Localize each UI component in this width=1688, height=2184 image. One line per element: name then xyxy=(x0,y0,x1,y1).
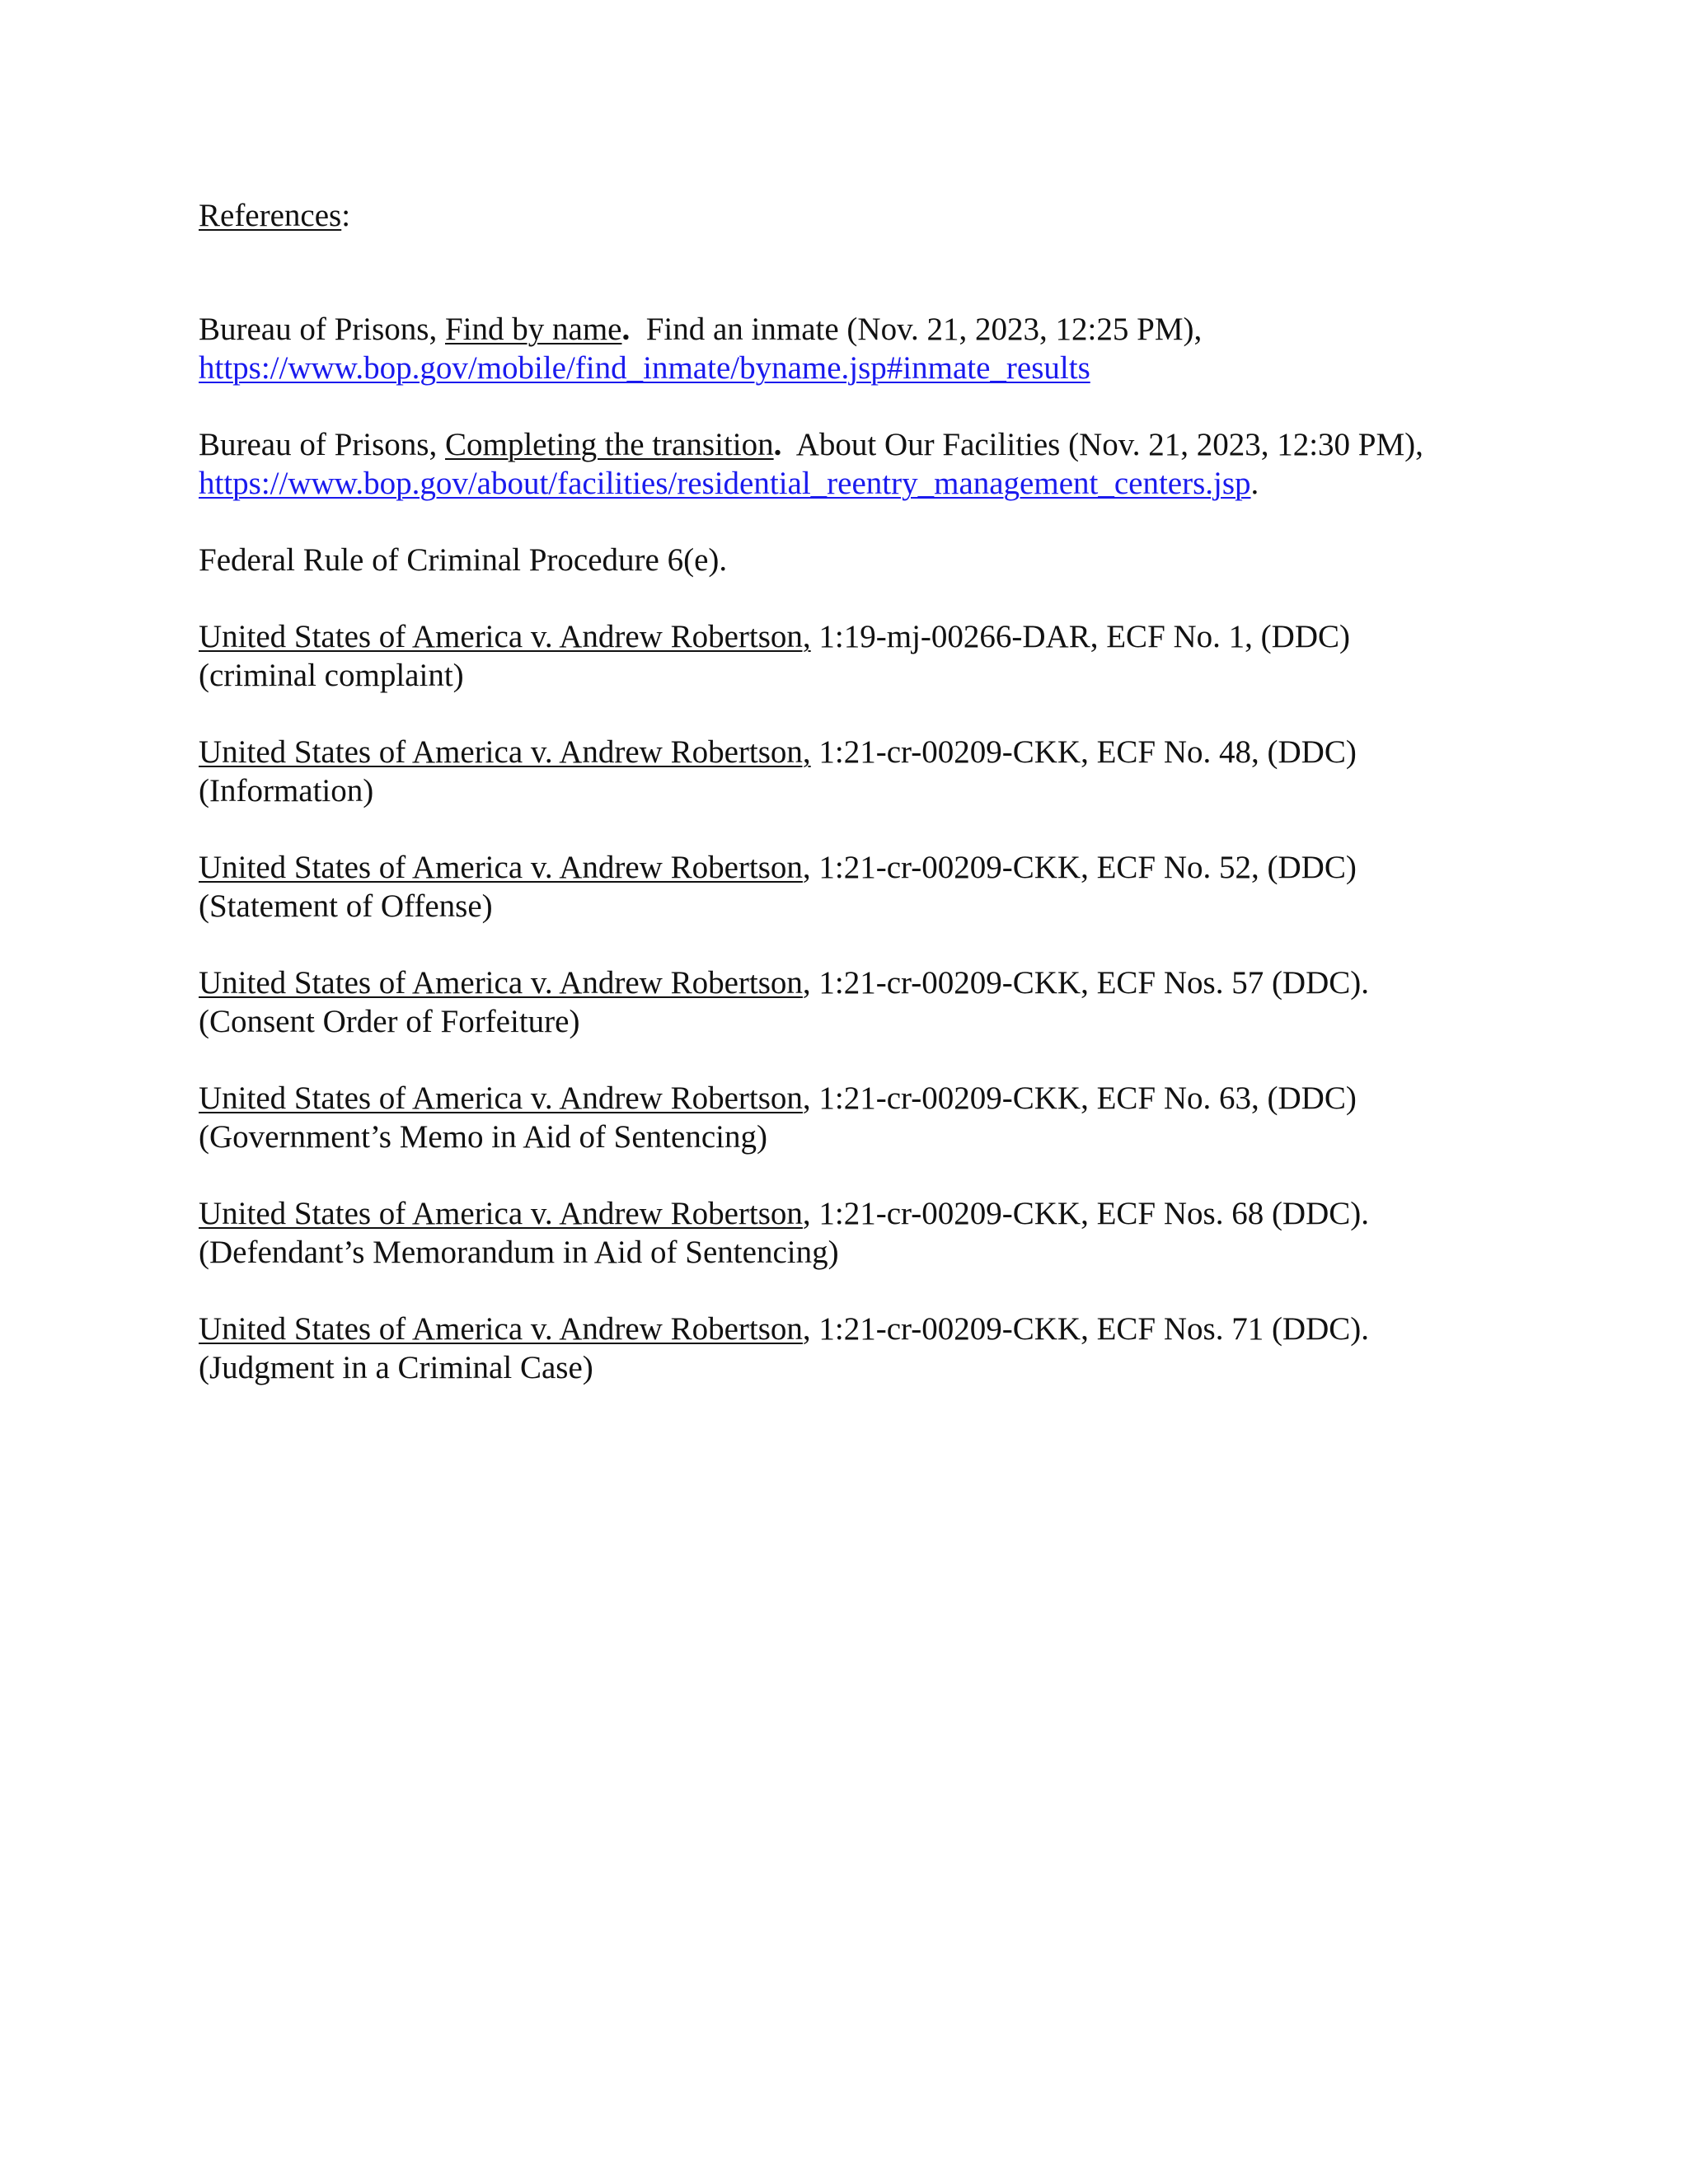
reference-rule-text: Federal Rule of Criminal Procedure 6(e). xyxy=(199,542,728,578)
reference-url-link[interactable]: https://www.bop.gov/mobile/find_inmate/byname.jsp#inmate_results xyxy=(199,350,1090,386)
reference-case-5 xyxy=(199,1194,1550,1272)
case-citation: , 1:21-cr-00209-CKK, ECF No. 52, (DDC) xyxy=(802,850,1357,885)
references-section xyxy=(199,196,1550,1425)
case-note: (Government’s Memo in Aid of Sentencing) xyxy=(199,1119,767,1155)
reference-prefix: Bureau of Prisons, xyxy=(199,427,445,462)
reference-rest: Find an inmate (Nov. 21, 2023, 12:25 PM), xyxy=(630,312,1203,347)
case-caption: United States of America v. Andrew Robertson xyxy=(199,1196,803,1231)
case-note: (criminal complaint) xyxy=(199,658,464,693)
reference-title-punct: . xyxy=(621,312,631,347)
reference-title-punct: . xyxy=(773,427,782,462)
case-note: (Defendant’s Memorandum in Aid of Sentencing) xyxy=(199,1235,839,1270)
reference-url-suffix: . xyxy=(1250,466,1259,501)
reference-case-3 xyxy=(199,963,1550,1041)
reference-title: Find by name xyxy=(444,312,622,347)
reference-title: Completing the transition xyxy=(444,427,774,462)
references-heading-suffix: : xyxy=(341,198,351,233)
reference-bop-find-by-name xyxy=(199,310,1550,387)
references-heading-text: References xyxy=(199,198,342,233)
case-note: (Consent Order of Forfeiture) xyxy=(199,1004,580,1039)
case-citation: , 1:21-cr-00209-CKK, ECF Nos. 57 (DDC). xyxy=(802,965,1370,1001)
reference-case-2 xyxy=(199,848,1550,926)
reference-federal-rule xyxy=(199,541,1550,579)
reference-list xyxy=(199,310,1550,1387)
reference-prefix: Bureau of Prisons, xyxy=(199,312,445,347)
reference-case-4 xyxy=(199,1079,1550,1156)
reference-bop-completing-transition xyxy=(199,425,1550,503)
case-caption: United States of America v. Andrew Robertson xyxy=(199,1311,803,1347)
references-heading xyxy=(199,196,1550,235)
case-citation: , 1:21-cr-00209-CKK, ECF No. 63, (DDC) xyxy=(802,1080,1357,1116)
case-citation: , 1:21-cr-00209-CKK, ECF Nos. 68 (DDC). xyxy=(802,1196,1370,1231)
case-citation: 1:19-mj-00266-DAR, ECF No. 1, (DDC) xyxy=(810,619,1350,654)
case-caption: United States of America v. Andrew Robertson xyxy=(199,850,803,885)
case-citation: 1:21-cr-00209-CKK, ECF No. 48, (DDC) xyxy=(810,734,1357,770)
reference-case-6 xyxy=(199,1310,1550,1387)
case-caption: United States of America v. Andrew Robertson xyxy=(199,1080,803,1116)
case-note: (Judgment in a Criminal Case) xyxy=(199,1350,593,1385)
reference-url-link[interactable]: https://www.bop.gov/about/facilities/residential_reentry_management_centers.jsp xyxy=(199,466,1251,501)
reference-rest: About Our Facilities (Nov. 21, 2023, 12:30 PM), xyxy=(781,427,1423,462)
case-citation: , 1:21-cr-00209-CKK, ECF Nos. 71 (DDC). xyxy=(802,1311,1370,1347)
case-caption: United States of America v. Andrew Robertson, xyxy=(199,734,811,770)
reference-case-0 xyxy=(199,617,1550,695)
case-caption: United States of America v. Andrew Robertson, xyxy=(199,619,811,654)
case-note: (Statement of Offense) xyxy=(199,888,493,924)
case-note: (Information) xyxy=(199,773,374,808)
case-caption: United States of America v. Andrew Robertson xyxy=(199,965,803,1001)
reference-case-1 xyxy=(199,733,1550,810)
